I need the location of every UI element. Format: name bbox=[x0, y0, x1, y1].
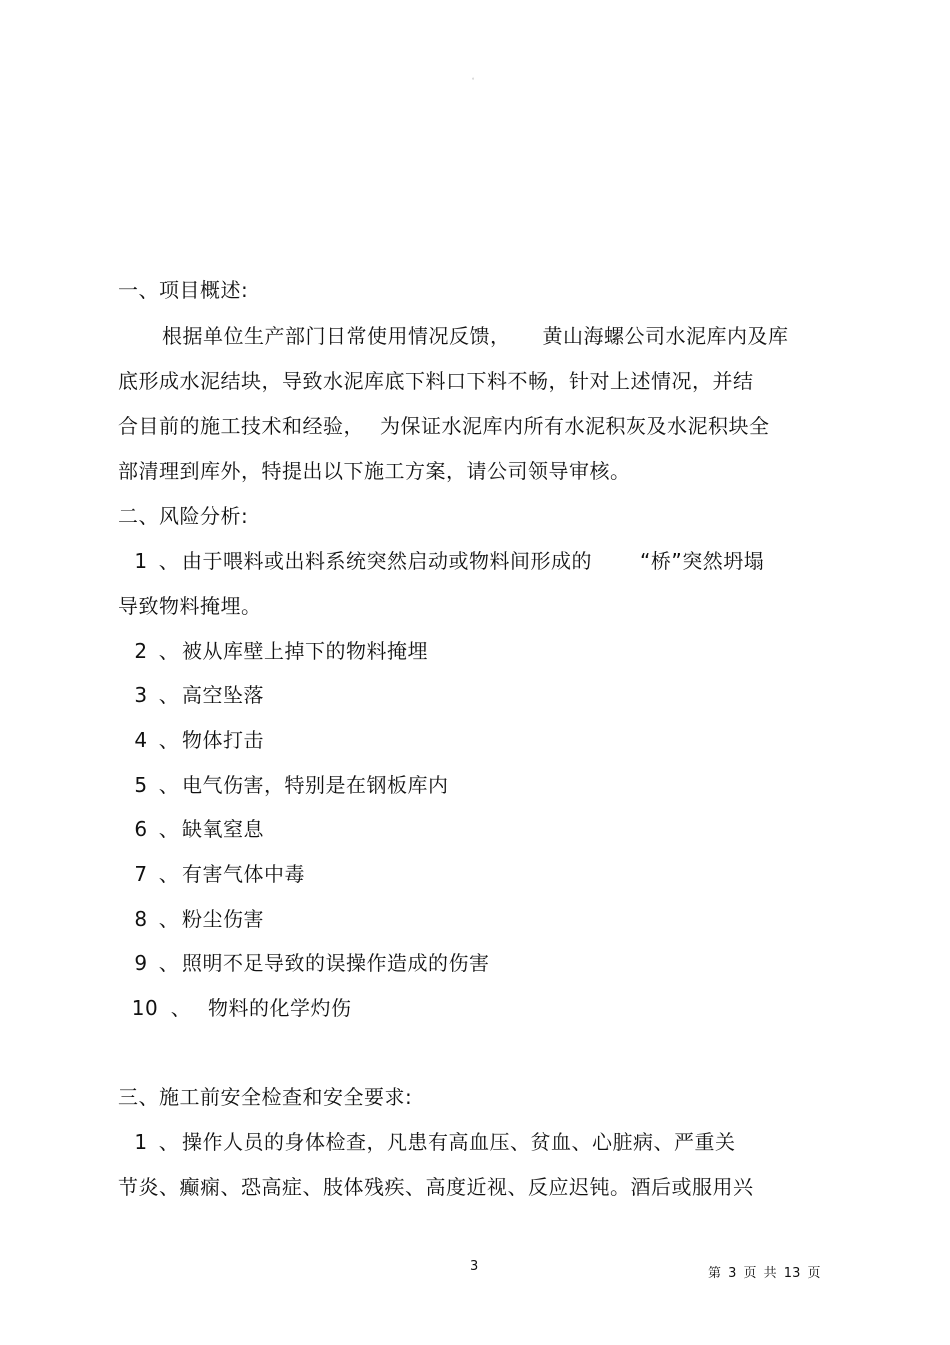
item-number: 4 bbox=[134, 728, 148, 752]
item-separator: 、 bbox=[170, 996, 192, 1020]
list-item bbox=[118, 771, 449, 799]
item-separator: 、 bbox=[158, 549, 180, 573]
item-number: 2 bbox=[134, 639, 148, 663]
list-item bbox=[118, 547, 764, 575]
item-separator: 、 bbox=[158, 728, 180, 752]
item-separator: 、 bbox=[158, 951, 180, 975]
item-separator: 、 bbox=[158, 862, 180, 886]
item-text: 粉尘伤害 bbox=[182, 907, 264, 931]
section-heading-risks: 二、风险分析: bbox=[118, 504, 249, 528]
item-text: 物体打击 bbox=[182, 728, 264, 752]
item-number: 5 bbox=[134, 773, 148, 797]
list-item bbox=[118, 726, 264, 754]
item-separator: 、 bbox=[158, 773, 180, 797]
item-separator: 、 bbox=[158, 683, 180, 707]
item-number: 3 bbox=[134, 683, 148, 707]
item-text: 电气伤害，特别是在钢板库内 bbox=[182, 773, 449, 797]
page-info: 第 3 页 共 13 页 bbox=[708, 1266, 821, 1281]
item-text: 物料的化学灼伤 bbox=[208, 996, 352, 1020]
list-item bbox=[118, 681, 264, 709]
item-number: 8 bbox=[134, 907, 148, 931]
paragraph-line bbox=[118, 412, 770, 440]
item-text: 高空坠落 bbox=[182, 683, 264, 707]
text-segment: 根据单位生产部门日常使用情况反馈， bbox=[162, 324, 511, 348]
item-separator: 、 bbox=[158, 1130, 180, 1154]
item-text: 被从库壁上掉下的物料掩埋 bbox=[182, 639, 428, 663]
header-mark: 。 bbox=[472, 74, 479, 81]
item-number: 1 bbox=[134, 1130, 148, 1154]
paragraph-line: 部清理到库外，特提出以下施工方案，请公司领导审核。 bbox=[118, 459, 631, 483]
text-segment: 黄山海螺公司水泥库内及库 bbox=[542, 324, 789, 348]
item-text: 操作人员的身体检查，凡患有高血压、贫血、心脏病、严重关 bbox=[182, 1130, 736, 1154]
list-item bbox=[118, 994, 352, 1022]
list-item bbox=[118, 637, 428, 665]
section-heading-safety: 三、施工前安全检查和安全要求: bbox=[118, 1085, 413, 1109]
text-segment: 为保证水泥库内所有水泥积灰及水泥积块全 bbox=[380, 414, 770, 438]
item-text: 有害气体中毒 bbox=[182, 862, 305, 886]
item-number: 1 bbox=[134, 549, 148, 573]
item-text: 由于喂料或出料系统突然启动或物料间形成的 bbox=[182, 549, 592, 573]
item-number: 7 bbox=[134, 862, 148, 886]
list-item bbox=[118, 949, 490, 977]
item-number: 9 bbox=[134, 951, 148, 975]
item-separator: 、 bbox=[158, 817, 180, 841]
list-item bbox=[118, 860, 305, 888]
paragraph-line: 底形成水泥结块，导致水泥库底下料口下料不畅，针对上述情况，并结 bbox=[118, 369, 754, 393]
item-separator: 、 bbox=[158, 639, 180, 663]
item-number: 10 bbox=[131, 996, 159, 1020]
item-separator: 、 bbox=[158, 907, 180, 931]
item-number: 6 bbox=[134, 817, 148, 841]
section-heading-overview: 一、项目概述: bbox=[118, 278, 249, 302]
list-item bbox=[118, 905, 264, 933]
list-item bbox=[118, 1128, 736, 1156]
item-text: 照明不足导致的误操作造成的伤害 bbox=[182, 951, 490, 975]
item-text: “桥”突然坍塌 bbox=[640, 549, 765, 573]
list-item-continuation: 节炎、癫痫、恐高症、肢体残疾、高度近视、反应迟钝。酒后或服用兴 bbox=[118, 1175, 754, 1199]
item-text: 缺氧窒息 bbox=[182, 817, 264, 841]
paragraph-line bbox=[162, 322, 789, 350]
text-segment: 合目前的施工技术和经验， bbox=[118, 414, 364, 438]
list-item-continuation: 导致物料掩埋。 bbox=[118, 594, 262, 618]
page-number: 3 bbox=[470, 1259, 479, 1274]
list-item bbox=[118, 815, 264, 843]
